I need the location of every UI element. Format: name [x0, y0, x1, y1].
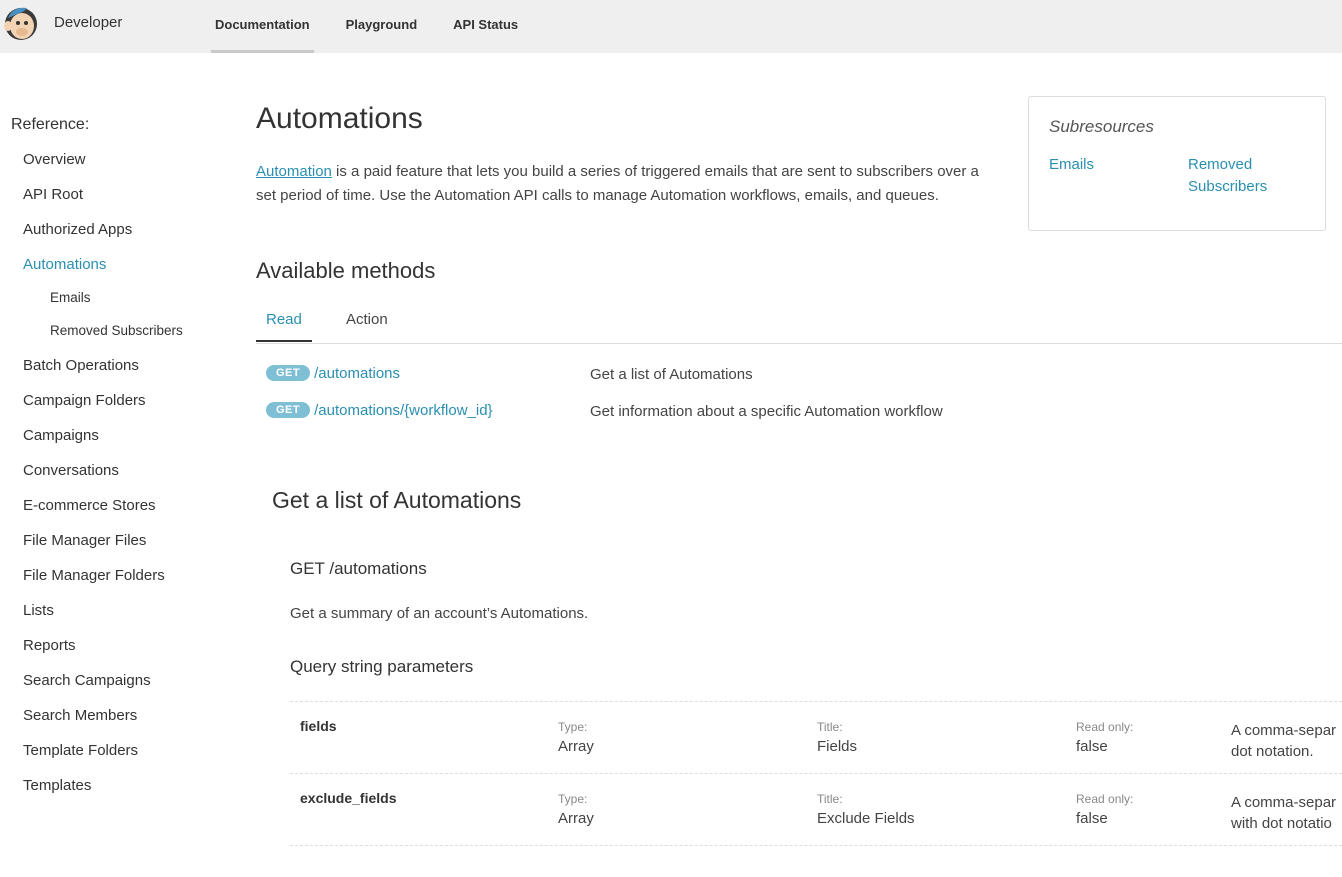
param-description: A comma-separ with dot notatio — [1231, 794, 1337, 832]
top-navigation-bar — [0, 0, 1342, 53]
query-params-table — [290, 701, 1342, 846]
title-value: Exclude Fields — [817, 810, 915, 827]
automation-link[interactable]: Automation — [256, 163, 332, 180]
sidebar-subitem-removed-subscribers[interactable]: Removed Subscribers — [50, 323, 183, 338]
type-label: Type: — [558, 792, 588, 806]
endpoint-link[interactable]: /automations/{workflow_id} — [314, 401, 493, 419]
sidebar-item-authorized-apps[interactable]: Authorized Apps — [23, 221, 133, 238]
sidebar-item-search-campaigns[interactable]: Search Campaigns — [23, 672, 151, 689]
sidebar-item-batch-operations[interactable]: Batch Operations — [23, 357, 139, 374]
sidebar-subitem-emails[interactable]: Emails — [50, 290, 91, 305]
sidebar-item-campaigns[interactable]: Campaigns — [23, 427, 99, 444]
subresources-box — [1028, 96, 1326, 231]
query-params-heading: Query string parameters — [290, 657, 474, 676]
intro-paragraph — [256, 160, 986, 208]
sidebar-item-conversations[interactable]: Conversations — [23, 462, 119, 479]
get-method-badge: GET — [266, 365, 310, 381]
subresource-link-removed-subscribers[interactable]: Removed Subscribers — [1188, 156, 1268, 195]
endpoint-link[interactable]: /automations — [314, 364, 401, 382]
read-only-value: false — [1076, 810, 1108, 827]
request-line: GET /automations — [290, 559, 427, 578]
tab-action[interactable]: Action — [346, 311, 388, 328]
available-methods-heading: Available methods — [256, 258, 436, 283]
title-label: Title: — [817, 720, 843, 734]
type-label: Type: — [558, 720, 588, 734]
sidebar-item-overview[interactable]: Overview — [23, 151, 86, 168]
sidebar-item-search-members[interactable]: Search Members — [23, 707, 138, 724]
sidebar-item-templates[interactable]: Templates — [23, 777, 92, 794]
endpoint-description: Get a list of Automations — [590, 366, 753, 383]
get-method-badge: GET — [266, 402, 310, 418]
param-description: A comma-separ dot notation. — [1231, 722, 1337, 760]
nav-tab-playground[interactable]: Playground — [345, 17, 418, 32]
param-name: fields — [300, 718, 337, 734]
intro-text: is a paid feature that lets you build a series of triggered emails that are sent to subscribers over a set period of time. Use the Automation API calls to manage Automation workflows, emails, and queues. — [256, 163, 979, 204]
sidebar-item-campaign-folders[interactable]: Campaign Folders — [23, 392, 146, 409]
type-value: Array — [558, 738, 594, 755]
table-row — [290, 701, 1342, 773]
summary-text: Get a summary of an account’s Automations. — [290, 605, 589, 622]
sidebar-item-file-manager-folders[interactable]: File Manager Folders — [23, 567, 165, 584]
subresources-title: Subresources — [1049, 117, 1154, 136]
title-label: Title: — [817, 792, 843, 806]
nav-tab-documentation[interactable]: Documentation — [211, 0, 314, 53]
active-tab-underline — [256, 340, 312, 342]
endpoint-description: Get information about a specific Automation workflow — [590, 403, 943, 420]
read-only-label: Read only: — [1076, 720, 1134, 734]
method-tabs — [256, 305, 1342, 344]
sidebar-item-template-folders[interactable]: Template Folders — [23, 742, 139, 759]
title-value: Fields — [817, 738, 858, 755]
section-title: Get a list of Automations — [272, 487, 522, 513]
top-nav — [211, 0, 536, 53]
read-only-label: Read only: — [1076, 792, 1134, 806]
endpoint-row — [266, 401, 493, 419]
endpoint-row — [266, 364, 400, 382]
sidebar-heading: Reference: — [11, 116, 90, 133]
sidebar-item-automations[interactable]: Automations — [23, 256, 107, 273]
read-only-value: false — [1076, 738, 1108, 755]
sidebar-item-api-root[interactable]: API Root — [23, 186, 84, 203]
type-value: Array — [558, 810, 594, 827]
sidebar-item-reports[interactable]: Reports — [23, 637, 76, 654]
page-title: Automations — [256, 102, 423, 135]
subresource-link-emails[interactable]: Emails — [1049, 156, 1095, 173]
param-name: exclude_fields — [300, 790, 397, 806]
sidebar-item-file-manager-files[interactable]: File Manager Files — [23, 532, 147, 549]
nav-tab-api-status[interactable]: API Status — [453, 17, 519, 32]
tab-read[interactable]: Read — [266, 311, 302, 328]
sidebar-item-ecommerce-stores[interactable]: E-commerce Stores — [23, 497, 156, 514]
mailchimp-logo-icon[interactable] — [3, 4, 39, 42]
table-row — [290, 773, 1342, 846]
brand-label: Developer — [54, 14, 123, 31]
sidebar-item-lists[interactable]: Lists — [23, 602, 54, 619]
